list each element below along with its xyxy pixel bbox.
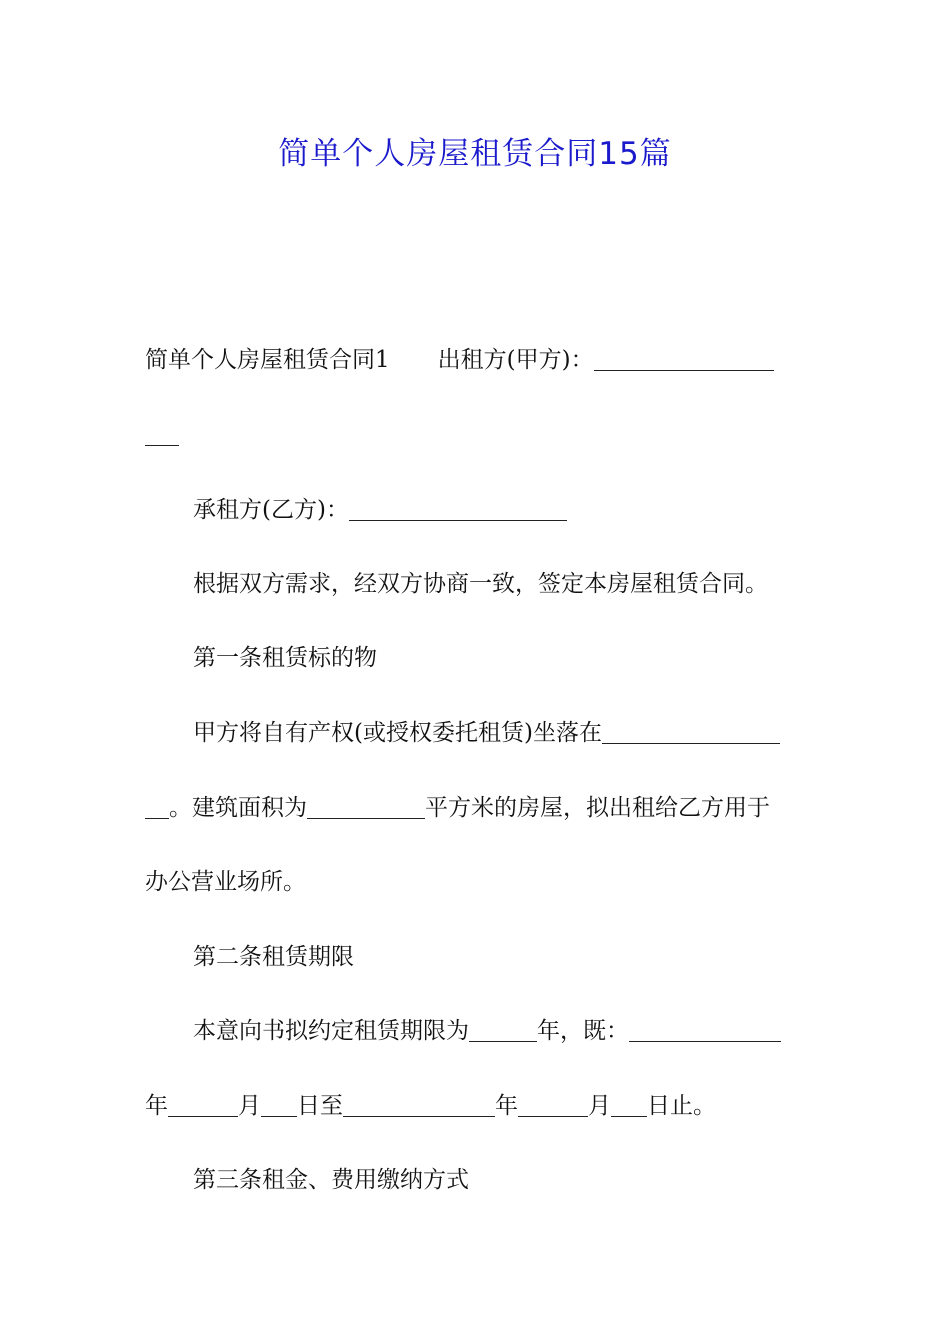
preamble: 根据双方需求，经双方协商一致，签定本房屋租赁合同。 [193,571,768,597]
article1-line3: 办公营业场所。 [145,869,306,895]
article1-line1 [193,718,810,748]
lessor-blank-cont[interactable] [145,423,179,446]
lessor-line-cont [145,420,810,450]
term-years-blank[interactable] [469,1019,537,1042]
end-day-blank[interactable] [611,1094,647,1117]
word-day-end: 日止。 [647,1093,716,1119]
article2-line2 [145,1091,810,1121]
article1-text-b: 。建筑面积为 [169,795,307,821]
article2-text-a: 本意向书拟约定租赁期限为 [193,1018,469,1044]
end-month-blank[interactable] [518,1094,588,1117]
word-year-1: 年 [145,1093,168,1119]
lessor-line [145,345,810,375]
word-day-to: 日至 [297,1093,343,1119]
lessor-blank[interactable] [594,348,774,371]
location-blank-cont[interactable] [145,796,169,819]
article1-title: 第一条租赁标的物 [193,645,377,671]
lessor-label: 出租方(甲方)： [437,347,594,373]
start-day-blank[interactable] [261,1094,297,1117]
contract-heading: 简单个人房屋租赁合同1 [145,347,390,373]
lessee-line [193,495,810,525]
end-year-blank[interactable] [343,1094,495,1117]
article2-line1 [193,1016,810,1046]
article2-year: 年，既： [537,1018,629,1044]
lessee-blank[interactable] [349,498,567,521]
start-month-blank[interactable] [168,1094,238,1117]
start-year-blank[interactable] [629,1019,781,1042]
location-blank[interactable] [602,721,780,744]
lessee-label: 承租方(乙方)： [193,497,349,523]
word-month-2: 月 [588,1093,611,1119]
area-blank[interactable] [307,796,425,819]
document-title: 简单个人房屋租赁合同15篇 [278,136,672,172]
article3-title: 第三条租金、费用缴纳方式 [193,1167,469,1193]
article1-text-a: 甲方将自有产权(或授权委托租赁)坐落在 [193,720,602,746]
article1-line2 [145,793,810,823]
word-year-2: 年 [495,1093,518,1119]
word-month-1: 月 [238,1093,261,1119]
article1-text-c: 平方米的房屋，拟出租给乙方用于 [425,795,770,821]
article2-title: 第二条租赁期限 [193,944,354,970]
